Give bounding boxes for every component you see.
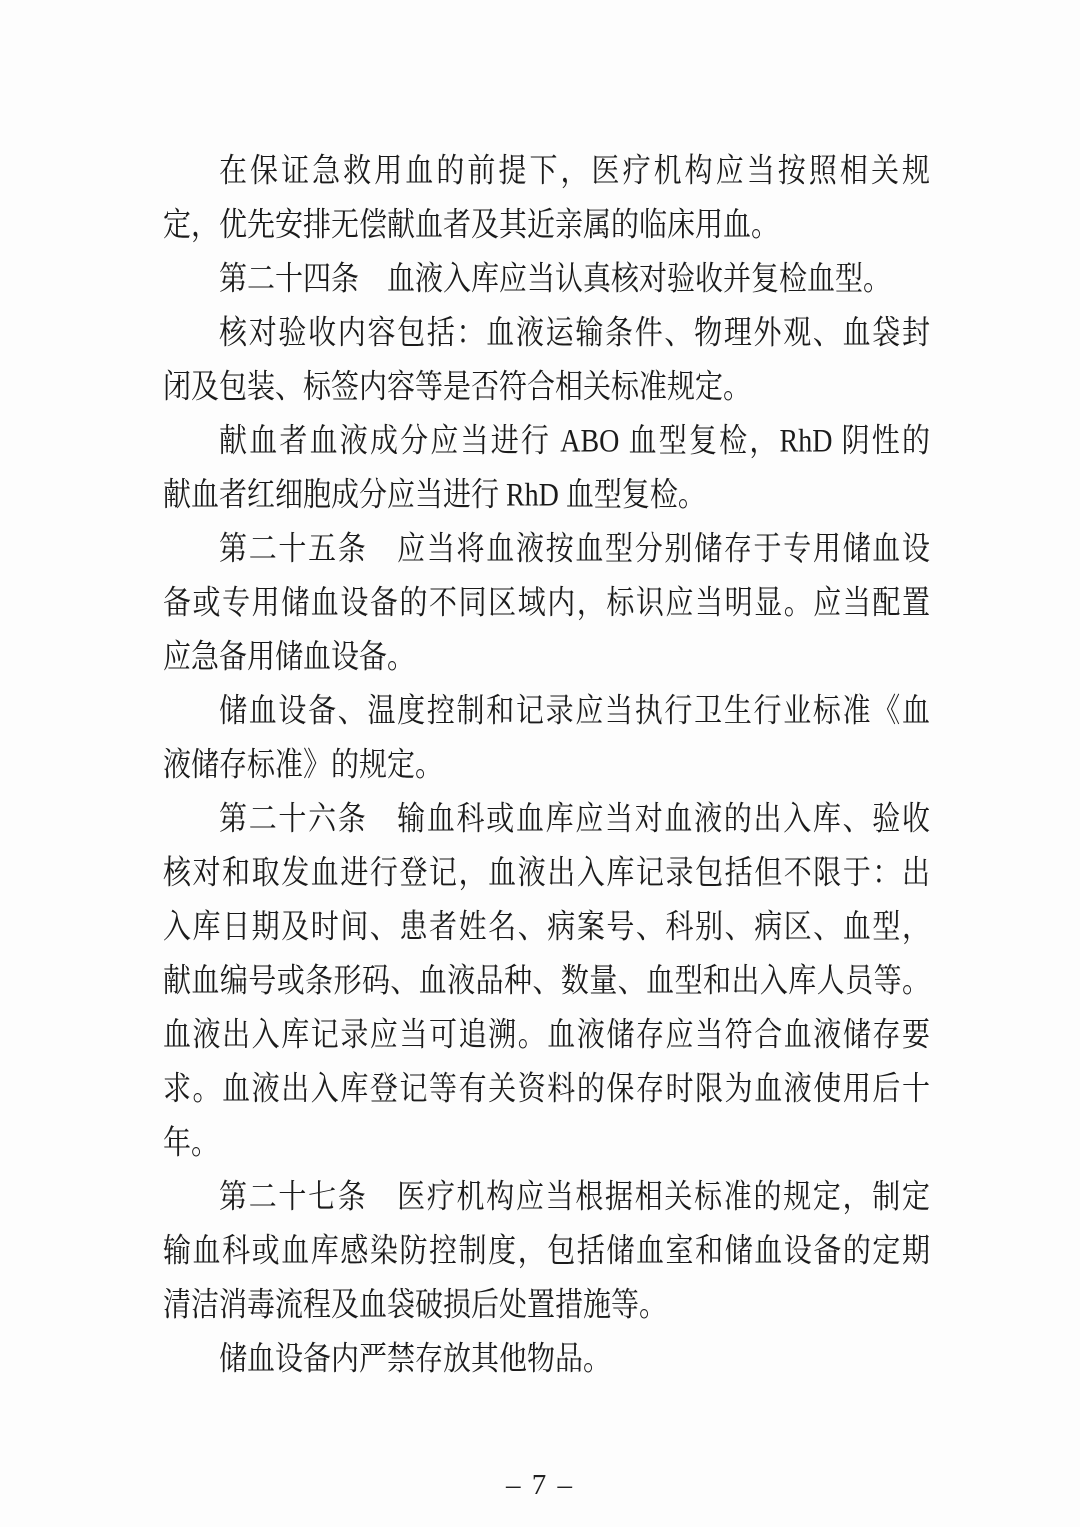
paragraph-article-24 xyxy=(163,253,930,307)
paragraph-article-27-no-other-items xyxy=(163,1333,930,1387)
text-line: 备或专用储血设备的不同区域内，标识应当明显。应当配置 xyxy=(163,585,930,622)
paragraph-article-24-abo-rhd-recheck xyxy=(163,415,930,523)
text-line: 求。血液出入库登记等有关资料的保存时限为血液使用后十 xyxy=(163,1071,930,1108)
text-line: 储血设备内严禁存放其他物品。 xyxy=(219,1341,612,1378)
paragraph-article-26 xyxy=(163,793,930,1171)
document-body xyxy=(163,145,930,1387)
text-line: 第二十五条 应当将血液按血型分别储存于专用储血设 xyxy=(219,531,930,568)
text-line: 核对和取发血进行登记，血液出入库记录包括但不限于：出 xyxy=(163,855,930,892)
text-line: 第二十六条 输血科或血库应当对血液的出入库、验收 xyxy=(219,801,930,838)
text-line: 清洁消毒流程及血袋破损后处置措施等。 xyxy=(163,1287,668,1324)
page-number: – 7 – xyxy=(506,1469,574,1501)
text-line: 在保证急救用血的前提下，医疗机构应当按照相关规 xyxy=(219,153,930,190)
text-line: 液储存标准》的规定。 xyxy=(163,747,444,784)
text-line: 年。 xyxy=(163,1125,220,1162)
text-line: 核对验收内容包括：血液运输条件、物理外观、血袋封 xyxy=(219,315,930,352)
paragraph-article-25-storage-standard xyxy=(163,685,930,793)
text-line: 储血设备、温度控制和记录应当执行卫生行业标准《血 xyxy=(219,693,930,730)
text-line: 定，优先安排无偿献血者及其近亲属的临床用血。 xyxy=(163,207,780,244)
text-line: 第二十四条 血液入库应当认真核对验收并复检血型。 xyxy=(219,261,892,298)
text-line: 献血者红细胞成分应当进行 RhD 血型复检。 xyxy=(163,477,706,514)
paragraph-article-24-check-content xyxy=(163,307,930,415)
paragraph-article-27 xyxy=(163,1171,930,1333)
text-line: 献血者血液成分应当进行 ABO 血型复检，RhD 阴性的 xyxy=(219,423,930,460)
text-line: 第二十七条 医疗机构应当根据相关标准的规定，制定 xyxy=(219,1179,930,1216)
paragraph-priority-clinical-blood-use xyxy=(163,145,930,253)
text-line: 输血科或血库感染防控制度，包括储血室和储血设备的定期 xyxy=(163,1233,930,1270)
paragraph-article-25 xyxy=(163,523,930,685)
text-line: 血液出入库记录应当可追溯。血液储存应当符合血液储存要 xyxy=(163,1017,930,1054)
text-line: 献血编号或条形码、血液品种、数量、血型和出入库人员等。 xyxy=(163,963,930,1000)
text-line: 闭及包装、标签内容等是否符合相关标准规定。 xyxy=(163,369,752,406)
text-line: 入库日期及时间、患者姓名、病案号、科别、病区、血型， xyxy=(163,909,930,946)
text-line: 应急备用储血设备。 xyxy=(163,639,416,676)
